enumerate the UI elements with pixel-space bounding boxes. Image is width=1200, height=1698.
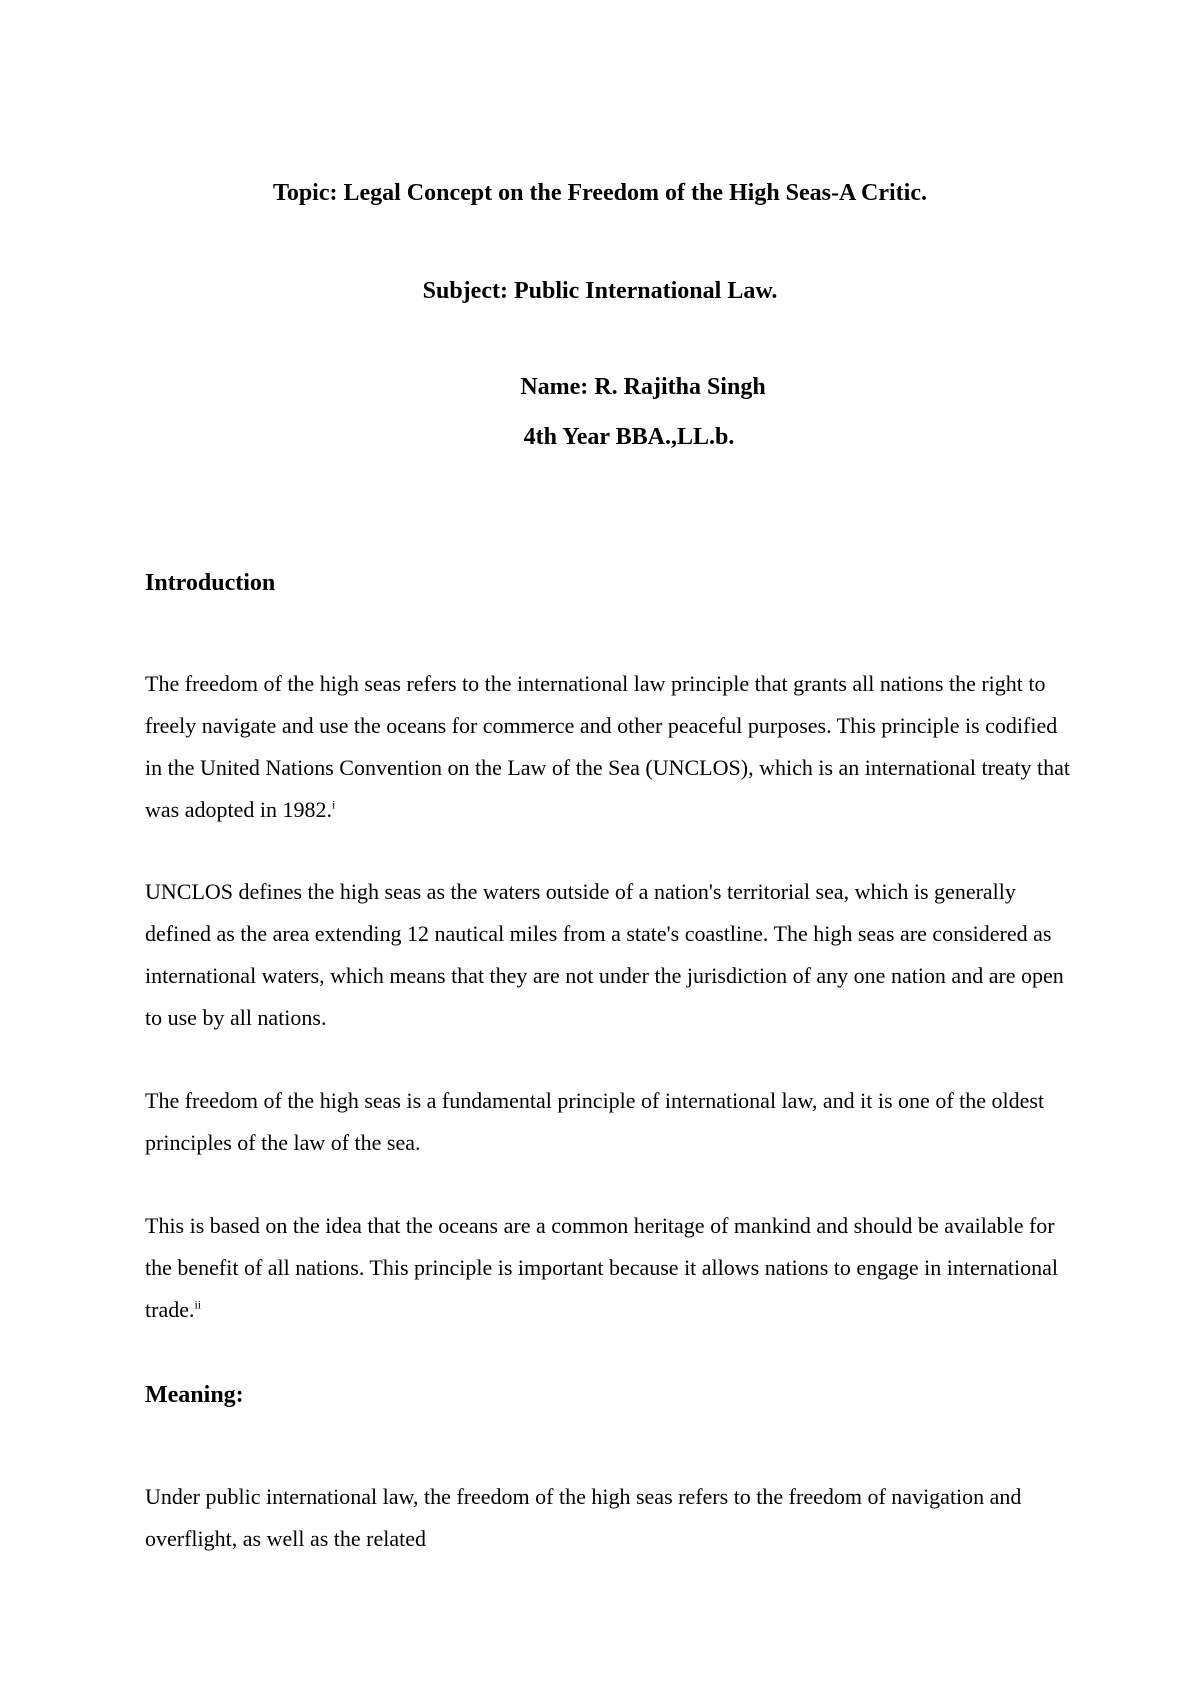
paragraph	[145, 1476, 1075, 1560]
paragraph	[145, 1205, 1075, 1331]
paragraph-text: The freedom of the high seas is a fundamental principle of international law, and it is one of the oldest principles of the law of the sea.	[145, 1088, 1045, 1155]
footnote-marker[interactable]: ii	[194, 1297, 202, 1312]
paragraph-text: Under public international law, the freedom of the high seas refers to the freedom of navigation and overflight, as well as the related	[145, 1484, 1022, 1551]
paragraph	[145, 871, 1075, 1039]
subject-title: Subject: Public International Law.	[422, 278, 778, 304]
footnote-marker[interactable]: i	[331, 797, 336, 812]
meaning-heading: Meaning:	[145, 1382, 244, 1408]
paragraph	[145, 1080, 1075, 1164]
paragraph-text: The freedom of the high seas refers to the international law principle that grants all nations the right to freely navigate and use the oceans for commerce and other peaceful purposes. This principle is codified in the United Nations Convention on the Law of the Sea (UNCLOS), which is an international treaty that was adopted in 1982.	[145, 671, 1071, 822]
introduction-heading: Introduction	[145, 570, 276, 596]
paragraph-text: UNCLOS defines the high seas as the waters outside of a nation's territorial sea, which is generally defined as the area extending 12 nautical miles from a state's coastline. The high seas are considered as international waters, which means that they are not under the jurisdiction of any one nation and are open to use by all nations.	[145, 879, 1064, 1030]
topic-title: Topic: Legal Concept on the Freedom of the High Seas-A Critic.	[273, 180, 927, 206]
paragraph-text: This is based on the idea that the oceans are a common heritage of mankind and should be available for the benefit of all nations. This principle is important because it allows nations to engage in international trade.	[145, 1213, 1058, 1322]
author-name: Name: R. Rajitha Singh	[520, 374, 766, 400]
paragraph	[145, 663, 1075, 831]
author-year: 4th Year BBA.,LL.b.	[523, 424, 735, 450]
